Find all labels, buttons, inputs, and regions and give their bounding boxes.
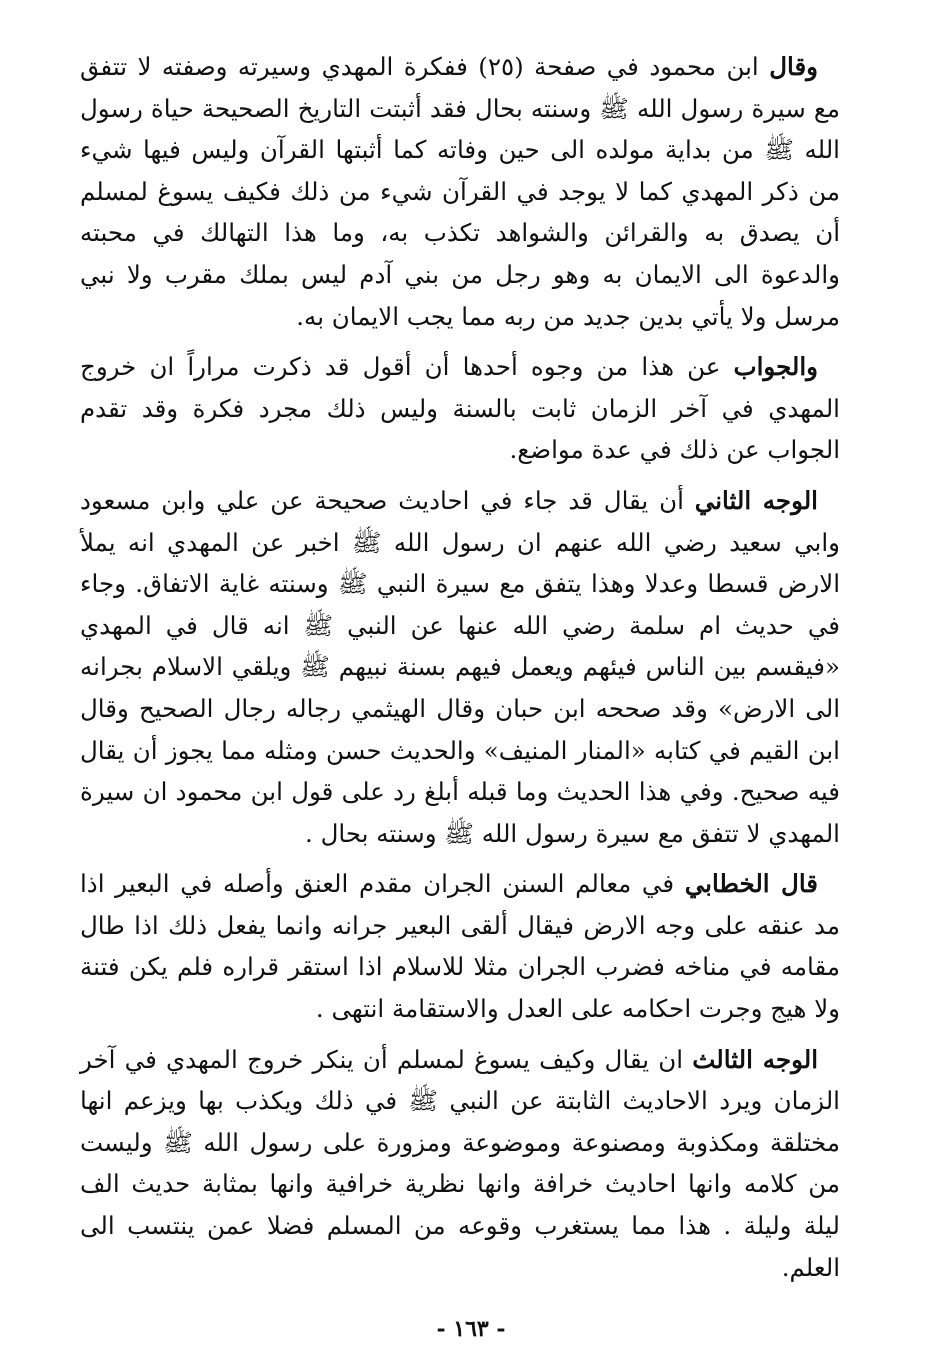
paragraph-3 — [80, 480, 840, 854]
paragraph-lead: وقال — [769, 52, 818, 81]
paragraph-lead: الوجه الثاني — [694, 485, 818, 515]
paragraph-lead: قال الخطابي — [684, 869, 818, 899]
paragraph-text: ابن محمود في صفحة (٢٥) ففكرة المهدي وسيرته وصفته لا تتفق مع سيرة رسول الله ﷺ وسنته بحال فقد أثبتت التاريخ الصحيحة حياة رسول الله ﷺ من بداية مولده الى حين وفاته كما أثبتها القرآن وليس فيها شيء من ذكر المهدي كما لا يوجد في القرآن شيء من ذلك فكيف يسوغ لمسلم أن يصدق به والقرائن والشواهد تكذب به، وما هذا التهالك في محبته والدعوة الى الايمان به وهو رجل من بني آدم ليس بملك مقرب ولا نبي مرسل ولا يأتي بدين جديد من ربه مما يجب الايمان به. — [80, 52, 840, 331]
paragraph-4 — [80, 863, 840, 1029]
paragraph-lead: الوجه الثالث — [692, 1044, 819, 1074]
page-number: - ١٦٣ - — [436, 1316, 506, 1342]
paragraph-5 — [80, 1039, 840, 1289]
paragraph-text: في معالم السنن الجران مقدم العنق وأصله في البعير اذا مد عنقه على وجه الارض فيقال ألقى البعير جرانه وانما يفعل ذلك اذا طال مقامه في مناخه فضرب الجران مثلا للاسلام اذا استقر قراره فلم يكن فتنة ولا هيج وجرت احكامه على العدل والاستقامة انتهى . — [80, 869, 840, 1024]
paragraph-text: ان يقال وكيف يسوغ لمسلم أن ينكر خروج المهدي في آخر الزمان ويرد الاحاديث الثابتة عن النبي ﷺ في ذلك ويكذب بها ويزعم انها مختلقة ومكذوبة ومصنوعة وموضوعة ومزورة على رسول الله ﷺ وليست من كلامه وانها احاديث خرافة وانها نظرية خرافية وانها بمثابة حديث الف ليلة وليلة . هذا مما يستغرب وقوعه من المسلم فضلا عمن ينتسب الى العلم. — [80, 1044, 840, 1282]
page-body — [80, 46, 840, 1297]
paragraph-text: عن هذا من وجوه أحدها أن أقول قد ذكرت مراراً ان خروج المهدي في آخر الزمان ثابت بالسنة وليس ذلك مجرد فكرة وقد تقدم الجواب عن ذلك في عدة مواضع. — [80, 352, 840, 465]
paragraph-text: أن يقال قد جاء في احاديث صحيحة عن علي وابن مسعود وابي سعيد رضي الله عنهم ان رسول الله ﷺ اخبر عن المهدي انه يملأ الارض قسطا وعدلا وهذا يتفق مع سيرة النبي ﷺ وسنته غاية الاتفاق. وجاء في حديث ام سلمة رضي الله عنها عن النبي ﷺ انه قال في المهدي «فيقسم بين الناس فيئهم ويعمل فيهم بسنة نبيهم ﷺ ويلقي الاسلام بجرانه الى الارض» وقد صححه ابن حبان وقال الهيثمي رجاله رجال الصحيح وقال ابن القيم في كتابه «المنار المنيف» والحديث حسن ومثله مما يجوز أن يقال فيه صحيح. وفي هذا الحديث وما قبله أبلغ رد على قول ابن محمود ان سيرة المهدي لا تتفق مع سيرة رسول الله ﷺ وسنته بحال . — [80, 485, 840, 848]
paragraph-lead: والجواب — [733, 352, 818, 382]
paragraph-2 — [80, 346, 840, 471]
paragraph-1 — [80, 46, 840, 337]
